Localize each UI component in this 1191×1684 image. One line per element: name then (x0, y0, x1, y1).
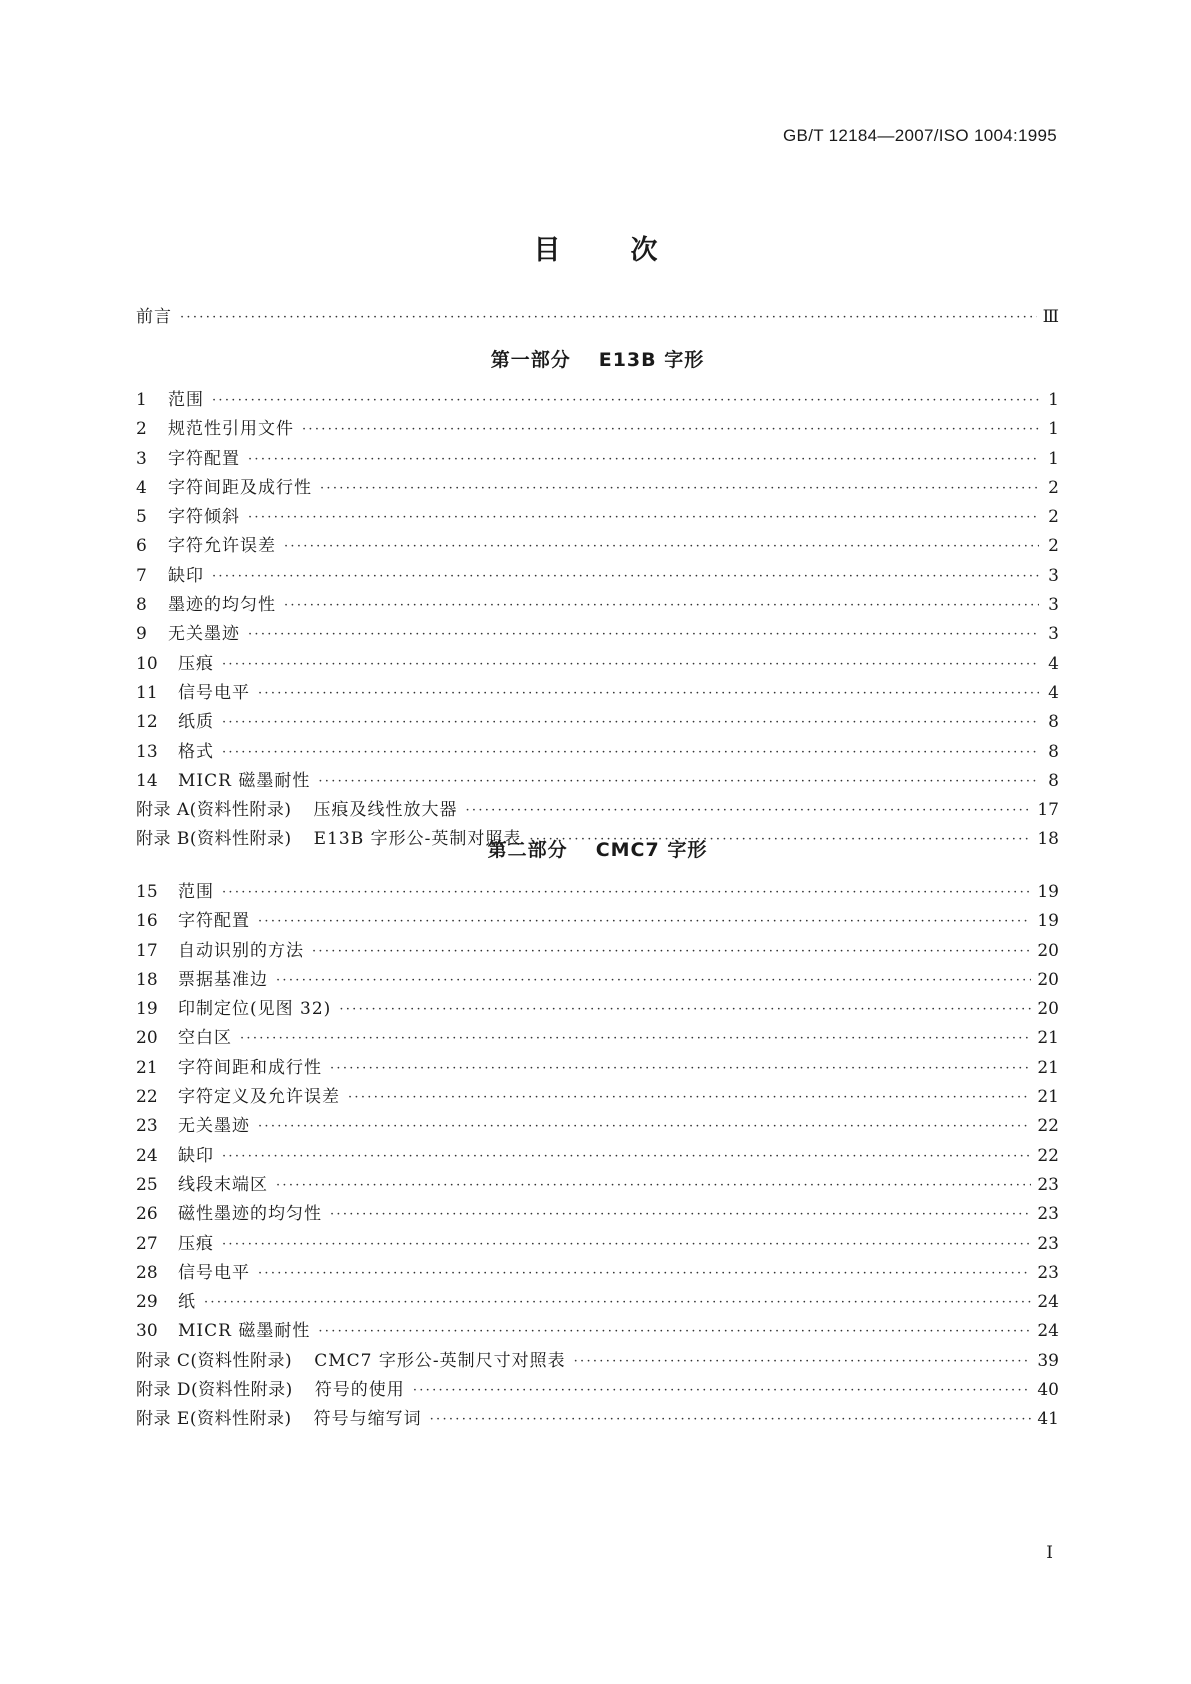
title-char-left: 目 (533, 235, 561, 266)
dot-leader (574, 1347, 1032, 1376)
dot-leader (222, 878, 1031, 907)
toc-label: MICR 磁墨耐性 (178, 770, 311, 791)
toc-page: 21 (1037, 1087, 1059, 1108)
toc-number: 16 (136, 911, 158, 932)
dot-leader (212, 386, 1039, 415)
dot-leader (248, 445, 1039, 474)
dot-leader (320, 474, 1039, 503)
toc-row[interactable] (136, 445, 1059, 474)
dot-leader (212, 562, 1039, 591)
appendix-title: E13B 字形公-英制对照表 (313, 829, 522, 850)
toc-page: 20 (1037, 940, 1059, 961)
toc-row[interactable] (136, 966, 1059, 995)
toc-row[interactable] (136, 1054, 1059, 1083)
dot-leader (222, 650, 1039, 679)
toc-page: 21 (1037, 1057, 1059, 1078)
toc-number: 14 (136, 770, 158, 791)
toc-row[interactable] (136, 767, 1059, 796)
dot-leader (222, 738, 1039, 767)
toc-page: 22 (1037, 1116, 1059, 1137)
toc-row[interactable] (136, 620, 1059, 649)
toc-label: 格式 (178, 741, 214, 762)
toc-preface (136, 303, 1059, 332)
toc-page: 18 (1037, 829, 1059, 850)
toc-number: 23 (136, 1116, 158, 1137)
dot-leader (284, 591, 1039, 620)
dot-leader (222, 1230, 1031, 1259)
dot-leader (222, 1142, 1031, 1171)
toc-number: 4 (136, 477, 147, 498)
toc-number: 22 (136, 1087, 158, 1108)
toc-label: 字符允许误差 (168, 536, 276, 557)
dot-leader (258, 679, 1039, 708)
dot-leader (204, 1288, 1031, 1317)
toc-label: 墨迹的均匀性 (168, 595, 276, 616)
toc-row[interactable] (136, 1317, 1059, 1346)
toc-row[interactable] (136, 562, 1059, 591)
dot-leader (330, 1200, 1031, 1229)
dot-leader (248, 620, 1039, 649)
toc-page: 8 (1048, 741, 1059, 762)
toc-number: 26 (136, 1204, 158, 1225)
toc-number: 6 (136, 536, 147, 557)
dot-leader (222, 708, 1039, 737)
toc-row[interactable] (136, 679, 1059, 708)
toc-page: Ⅲ (1042, 307, 1059, 327)
toc-row[interactable] (136, 1288, 1059, 1317)
dot-leader (258, 1112, 1031, 1141)
dot-leader (276, 1171, 1031, 1200)
appendix-prefix: 附录 A(资料性附录) (136, 800, 292, 821)
part1-heading (136, 338, 1059, 382)
toc-number: 10 (136, 653, 158, 674)
toc-number: 21 (136, 1057, 158, 1078)
appendix-title: 符号的使用 (314, 1380, 405, 1401)
toc-label: 磁性墨迹的均匀性 (178, 1204, 322, 1225)
dot-leader (312, 937, 1031, 966)
dot-leader (180, 303, 1037, 332)
toc-page: 8 (1048, 712, 1059, 733)
toc-row[interactable] (136, 532, 1059, 561)
toc-number: 20 (136, 1028, 158, 1049)
appendix-title: 符号与缩写词 (313, 1409, 422, 1430)
toc-row-preface[interactable] (136, 303, 1059, 332)
toc-number: 8 (136, 595, 147, 616)
toc-row[interactable] (136, 1142, 1059, 1171)
toc-label: 范围 (168, 390, 204, 410)
toc-page: 3 (1048, 595, 1059, 616)
toc-label: 自动识别的方法 (178, 940, 304, 961)
toc-label: 字符配置 (178, 911, 250, 932)
standard-number: GB/T 12184—2007/ISO 1004:1995 (783, 126, 1057, 145)
toc-label: 缺印 (178, 1145, 214, 1166)
toc-appendix-row[interactable] (136, 1347, 1059, 1376)
toc-row[interactable] (136, 415, 1059, 444)
toc-page: 4 (1048, 653, 1059, 674)
toc-label: 范围 (178, 882, 214, 902)
toc-number: 24 (136, 1145, 158, 1166)
dot-leader (276, 966, 1031, 995)
appendix-title: 压痕及线性放大器 (313, 800, 458, 821)
toc-label: 字符定义及允许误差 (178, 1087, 340, 1108)
toc-page: 4 (1048, 682, 1059, 703)
toc-page: 22 (1037, 1145, 1059, 1166)
toc-page: 3 (1048, 624, 1059, 645)
toc-row[interactable] (136, 1083, 1059, 1112)
toc-row[interactable] (136, 650, 1059, 679)
toc-label: 字符配置 (168, 448, 240, 469)
toc-page: 23 (1037, 1233, 1059, 1254)
toc-row[interactable] (136, 1230, 1059, 1259)
dot-leader (284, 532, 1039, 561)
toc-number: 28 (136, 1262, 158, 1283)
toc-number: 13 (136, 741, 158, 762)
toc-row[interactable] (136, 503, 1059, 532)
toc-number: 15 (136, 882, 158, 902)
appendix-prefix: 附录 D(资料性附录) (136, 1380, 293, 1401)
toc-number: 29 (136, 1292, 158, 1313)
toc-label: 无关墨迹 (168, 624, 240, 645)
part1-heading-left: 第一部分 (490, 349, 571, 371)
toc-label: 信号电平 (178, 1262, 250, 1283)
toc-label: 字符间距和成行性 (178, 1057, 322, 1078)
dot-leader (330, 1054, 1031, 1083)
toc-row[interactable] (136, 878, 1059, 907)
toc-label: 前言 (136, 307, 172, 327)
dot-leader (258, 907, 1031, 936)
toc-page: 3 (1048, 565, 1059, 586)
dot-leader (248, 503, 1039, 532)
toc-label: 缺印 (168, 565, 204, 586)
toc-page: 20 (1037, 999, 1059, 1020)
toc-page: 1 (1048, 419, 1059, 440)
toc-part2 (136, 828, 1059, 1435)
toc-number: 5 (136, 507, 147, 528)
part2-heading-right: CMC7 字形 (595, 839, 708, 861)
toc-label: 字符间距及成行性 (168, 477, 312, 498)
dot-leader (318, 767, 1039, 796)
toc-page: 1 (1048, 390, 1059, 410)
toc-number: 12 (136, 712, 158, 733)
toc-page: 8 (1048, 770, 1059, 791)
toc-page: 17 (1037, 800, 1059, 821)
toc-row[interactable] (136, 386, 1059, 415)
dot-leader (465, 796, 1031, 825)
toc-appendix-row[interactable] (136, 1405, 1059, 1434)
toc-number: 17 (136, 940, 158, 961)
toc-number: 3 (136, 448, 147, 469)
toc-label: 印制定位(见图 32) (178, 999, 332, 1020)
toc-number: 9 (136, 624, 147, 645)
part2-heading-left: 第二部分 (487, 839, 568, 861)
page-folio: Ⅰ (1046, 1543, 1053, 1563)
toc-number: 11 (136, 682, 158, 703)
part1-heading-right: E13B 字形 (598, 349, 705, 371)
toc-page: 19 (1037, 882, 1059, 902)
toc-number: 1 (136, 390, 147, 410)
dot-leader (430, 1405, 1032, 1434)
toc-page: 39 (1037, 1350, 1059, 1371)
dot-leader (413, 1376, 1032, 1405)
toc-label: 纸 (178, 1292, 196, 1313)
dot-leader (240, 1024, 1031, 1053)
toc-label: 压痕 (178, 653, 214, 674)
toc-page: 20 (1037, 969, 1059, 990)
toc-row[interactable] (136, 1024, 1059, 1053)
toc-row[interactable] (136, 1200, 1059, 1229)
toc-row[interactable] (136, 1171, 1059, 1200)
toc-page: 24 (1037, 1321, 1059, 1342)
toc-row[interactable] (136, 995, 1059, 1024)
toc-page: 23 (1037, 1204, 1059, 1225)
toc-page: 23 (1037, 1262, 1059, 1283)
page-title (0, 228, 1191, 267)
toc-page: 2 (1048, 477, 1059, 498)
toc-label: 压痕 (178, 1233, 214, 1254)
toc-row[interactable] (136, 1112, 1059, 1141)
toc-number: 18 (136, 969, 158, 990)
toc-page: 23 (1037, 1174, 1059, 1195)
toc-page: 2 (1048, 507, 1059, 528)
toc-row[interactable] (136, 907, 1059, 936)
toc-row[interactable] (136, 738, 1059, 767)
toc-row[interactable] (136, 708, 1059, 737)
toc-row[interactable] (136, 591, 1059, 620)
toc-page: 1 (1048, 448, 1059, 469)
appendix-prefix: 附录 C(资料性附录) (136, 1350, 293, 1371)
toc-label: 票据基准边 (178, 969, 268, 990)
toc-appendix-row[interactable] (136, 1376, 1059, 1405)
toc-label: 信号电平 (178, 682, 250, 703)
toc-label: MICR 磁墨耐性 (178, 1321, 311, 1342)
toc-number: 27 (136, 1233, 158, 1254)
toc-page: 24 (1037, 1292, 1059, 1313)
toc-page: 41 (1037, 1409, 1059, 1430)
dot-leader (339, 995, 1031, 1024)
toc-row[interactable] (136, 1259, 1059, 1288)
toc-part1 (136, 338, 1059, 855)
toc-page: 2 (1048, 536, 1059, 557)
dot-leader (348, 1083, 1031, 1112)
toc-label: 字符倾斜 (168, 507, 240, 528)
toc-page: 19 (1037, 911, 1059, 932)
dot-leader (258, 1259, 1031, 1288)
toc-number: 7 (136, 565, 147, 586)
toc-page: 21 (1037, 1028, 1059, 1049)
toc-number: 2 (136, 419, 147, 440)
part2-heading (136, 828, 1059, 872)
toc-label: 无关墨迹 (178, 1116, 250, 1137)
toc-label: 空白区 (178, 1028, 232, 1049)
appendix-prefix: 附录 B(资料性附录) (136, 829, 292, 850)
toc-label: 线段末端区 (178, 1174, 268, 1195)
toc-label: 纸质 (178, 712, 214, 733)
toc-appendix-row[interactable] (136, 796, 1059, 825)
toc-number: 19 (136, 999, 158, 1020)
appendix-title: CMC7 字形公-英制尺寸对照表 (314, 1350, 566, 1371)
dot-leader (302, 415, 1039, 444)
title-char-right: 次 (630, 235, 658, 266)
toc-number: 30 (136, 1321, 158, 1342)
dot-leader (318, 1317, 1031, 1346)
toc-label: 规范性引用文件 (168, 419, 294, 440)
toc-page: 40 (1037, 1380, 1059, 1401)
toc-row[interactable] (136, 474, 1059, 503)
toc-number: 25 (136, 1174, 158, 1195)
appendix-prefix: 附录 E(资料性附录) (136, 1409, 292, 1430)
toc-row[interactable] (136, 937, 1059, 966)
